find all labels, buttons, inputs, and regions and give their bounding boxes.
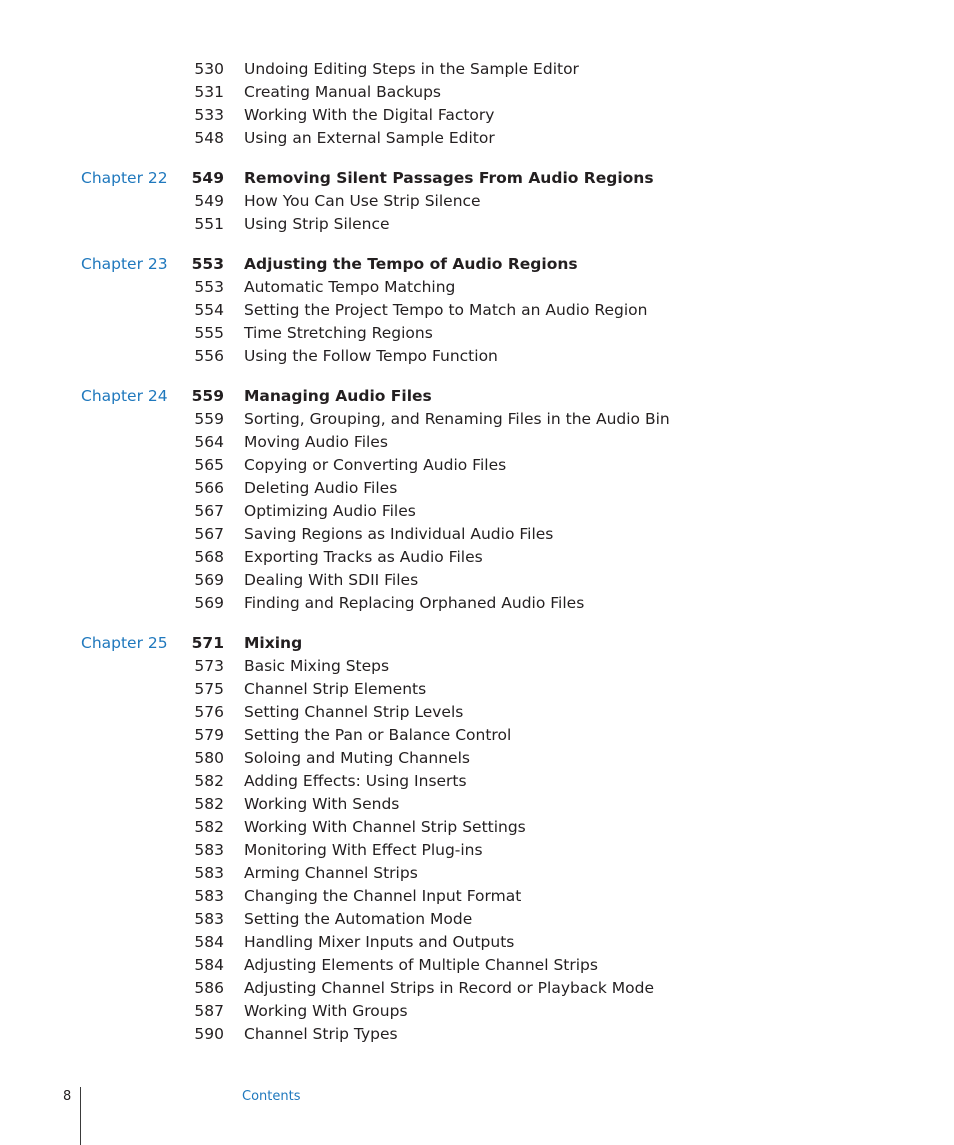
toc-entry-title: Automatic Tempo Matching [244, 278, 456, 296]
toc-entry[interactable] [0, 454, 954, 477]
footer-section-label: Contents [242, 1089, 301, 1104]
toc-entry-title: Setting the Pan or Balance Control [244, 726, 512, 744]
toc-entry-title: Managing Audio Files [244, 387, 432, 405]
toc-page-number: 584 [194, 956, 224, 974]
toc-page-number: 553 [194, 278, 224, 296]
toc-page-number: 531 [194, 83, 224, 101]
toc-entry-title: Optimizing Audio Files [244, 502, 416, 520]
toc-entry-title: How You Can Use Strip Silence [244, 192, 481, 210]
toc-entry[interactable] [0, 1000, 954, 1023]
toc-entry[interactable] [0, 885, 954, 908]
toc-entry-title: Changing the Channel Input Format [244, 887, 522, 905]
toc-page-number: 554 [194, 301, 224, 319]
toc-page-number: 569 [194, 594, 224, 612]
toc-entry[interactable] [0, 546, 954, 569]
toc-entry-title: Setting the Project Tempo to Match an Audio Region [244, 301, 648, 319]
table-of-contents [0, 58, 954, 1063]
toc-page-number: 548 [194, 129, 224, 147]
toc-entry-title: Basic Mixing Steps [244, 657, 390, 675]
toc-entry[interactable] [0, 408, 954, 431]
toc-entry[interactable] [0, 862, 954, 885]
toc-page-number: 549 [194, 192, 224, 210]
toc-entry[interactable] [0, 58, 954, 81]
toc-entry-title: Working With Channel Strip Settings [244, 818, 526, 836]
toc-entry-title: Sorting, Grouping, and Renaming Files in the Audio Bin [244, 410, 670, 428]
toc-page-number: 575 [194, 680, 224, 698]
toc-page-number: 564 [194, 433, 224, 451]
toc-page-number: 553 [191, 255, 224, 273]
toc-page-number: 583 [194, 910, 224, 928]
toc-entry[interactable] [0, 569, 954, 592]
chapter-label[interactable]: Chapter 22 [81, 169, 168, 187]
toc-entry-title: Working With the Digital Factory [244, 106, 495, 124]
toc-page-number: 556 [194, 347, 224, 365]
toc-entry-title: Copying or Converting Audio Files [244, 456, 507, 474]
toc-entry-title: Setting Channel Strip Levels [244, 703, 464, 721]
toc-page-number: 582 [194, 772, 224, 790]
toc-entry[interactable] [0, 322, 954, 345]
toc-entry-title: Adjusting the Tempo of Audio Regions [244, 255, 578, 273]
toc-entry[interactable] [0, 931, 954, 954]
toc-page-number: 559 [191, 387, 224, 405]
toc-entry[interactable] [0, 431, 954, 454]
toc-entry-title: Undoing Editing Steps in the Sample Editor [244, 60, 579, 78]
toc-entry[interactable] [0, 701, 954, 724]
chapter-group [0, 632, 954, 1046]
toc-entry-title: Saving Regions as Individual Audio Files [244, 525, 554, 543]
chapter-label[interactable]: Chapter 25 [81, 634, 168, 652]
toc-entry[interactable] [0, 104, 954, 127]
toc-page-number: 579 [194, 726, 224, 744]
toc-entry-title: Moving Audio Files [244, 433, 388, 451]
chapter-group [0, 385, 954, 615]
toc-entry-title: Time Stretching Regions [244, 324, 433, 342]
toc-entry[interactable] [0, 345, 954, 368]
toc-entry-title: Adding Effects: Using Inserts [244, 772, 467, 790]
toc-entry[interactable] [0, 747, 954, 770]
toc-entry[interactable] [0, 954, 954, 977]
toc-entry[interactable] [0, 299, 954, 322]
toc-page-number: 549 [191, 169, 224, 187]
toc-page-number: 587 [194, 1002, 224, 1020]
toc-entry[interactable] [0, 793, 954, 816]
toc-entry[interactable] [0, 977, 954, 1000]
toc-page-number: 568 [194, 548, 224, 566]
toc-page-number: 533 [194, 106, 224, 124]
toc-page-number: 583 [194, 887, 224, 905]
toc-entry-title: Adjusting Channel Strips in Record or Playback Mode [244, 979, 654, 997]
toc-entry-title: Exporting Tracks as Audio Files [244, 548, 483, 566]
chapter-title-entry[interactable] [0, 167, 954, 190]
toc-page-number: 576 [194, 703, 224, 721]
toc-page-number: 580 [194, 749, 224, 767]
toc-entry-title: Monitoring With Effect Plug-ins [244, 841, 483, 859]
toc-page-number: 582 [194, 795, 224, 813]
chapter-group [0, 167, 954, 236]
toc-page-number: 583 [194, 841, 224, 859]
toc-page-number: 555 [194, 324, 224, 342]
toc-page-number: 584 [194, 933, 224, 951]
chapter-group [0, 253, 954, 368]
toc-entry-title: Using the Follow Tempo Function [244, 347, 498, 365]
chapter-title-entry[interactable] [0, 253, 954, 276]
toc-page-number: 565 [194, 456, 224, 474]
chapter-title-entry[interactable] [0, 632, 954, 655]
toc-entry[interactable] [0, 724, 954, 747]
chapter-title-entry[interactable] [0, 385, 954, 408]
toc-entry[interactable] [0, 908, 954, 931]
toc-entry-title: Creating Manual Backups [244, 83, 442, 101]
toc-page-number: 530 [194, 60, 224, 78]
toc-page-number: 569 [194, 571, 224, 589]
toc-entry[interactable] [0, 1023, 954, 1046]
toc-page-number: 571 [191, 634, 224, 652]
toc-entry-title: Working With Groups [244, 1002, 408, 1020]
toc-page-number: 566 [194, 479, 224, 497]
toc-entry[interactable] [0, 477, 954, 500]
toc-page-number: 559 [194, 410, 224, 428]
toc-entry[interactable] [0, 655, 954, 678]
toc-page-number: 567 [194, 502, 224, 520]
toc-entry-title: Finding and Replacing Orphaned Audio Files [244, 594, 585, 612]
toc-entry-title: Dealing With SDII Files [244, 571, 419, 589]
toc-entry[interactable] [0, 500, 954, 523]
chapter-label[interactable]: Chapter 24 [81, 387, 168, 405]
toc-entry-title: Handling Mixer Inputs and Outputs [244, 933, 515, 951]
toc-entry-title: Removing Silent Passages From Audio Regions [244, 169, 654, 187]
toc-entry[interactable] [0, 523, 954, 546]
toc-entry-title: Using an External Sample Editor [244, 129, 495, 147]
toc-page-number: 590 [194, 1025, 224, 1043]
toc-entry-title: Setting the Automation Mode [244, 910, 473, 928]
toc-entry[interactable] [0, 592, 954, 615]
footer-page-number: 8 [63, 1089, 72, 1104]
toc-entry[interactable] [0, 816, 954, 839]
toc-entry-title: Using Strip Silence [244, 215, 390, 233]
toc-entry-title: Channel Strip Elements [244, 680, 427, 698]
toc-entry[interactable] [0, 127, 954, 150]
toc-entry[interactable] [0, 190, 954, 213]
toc-page-number: 567 [194, 525, 224, 543]
toc-entry[interactable] [0, 839, 954, 862]
toc-page-number: 573 [194, 657, 224, 675]
toc-entry-title: Channel Strip Types [244, 1025, 398, 1043]
toc-page-number: 551 [194, 215, 224, 233]
toc-entry[interactable] [0, 276, 954, 299]
footer-divider [80, 1087, 81, 1145]
toc-entry-title: Deleting Audio Files [244, 479, 398, 497]
toc-page-number: 583 [194, 864, 224, 882]
toc-entry-title: Arming Channel Strips [244, 864, 418, 882]
toc-entry[interactable] [0, 81, 954, 104]
toc-entry[interactable] [0, 770, 954, 793]
chapter-label[interactable]: Chapter 23 [81, 255, 168, 273]
toc-entry-title: Mixing [244, 634, 303, 652]
toc-entry[interactable] [0, 678, 954, 701]
toc-page-number: 582 [194, 818, 224, 836]
toc-entry-title: Working With Sends [244, 795, 400, 813]
chapter-group [0, 58, 954, 150]
toc-entry-title: Soloing and Muting Channels [244, 749, 470, 767]
toc-page-number: 586 [194, 979, 224, 997]
toc-entry[interactable] [0, 213, 954, 236]
toc-entry-title: Adjusting Elements of Multiple Channel Strips [244, 956, 598, 974]
